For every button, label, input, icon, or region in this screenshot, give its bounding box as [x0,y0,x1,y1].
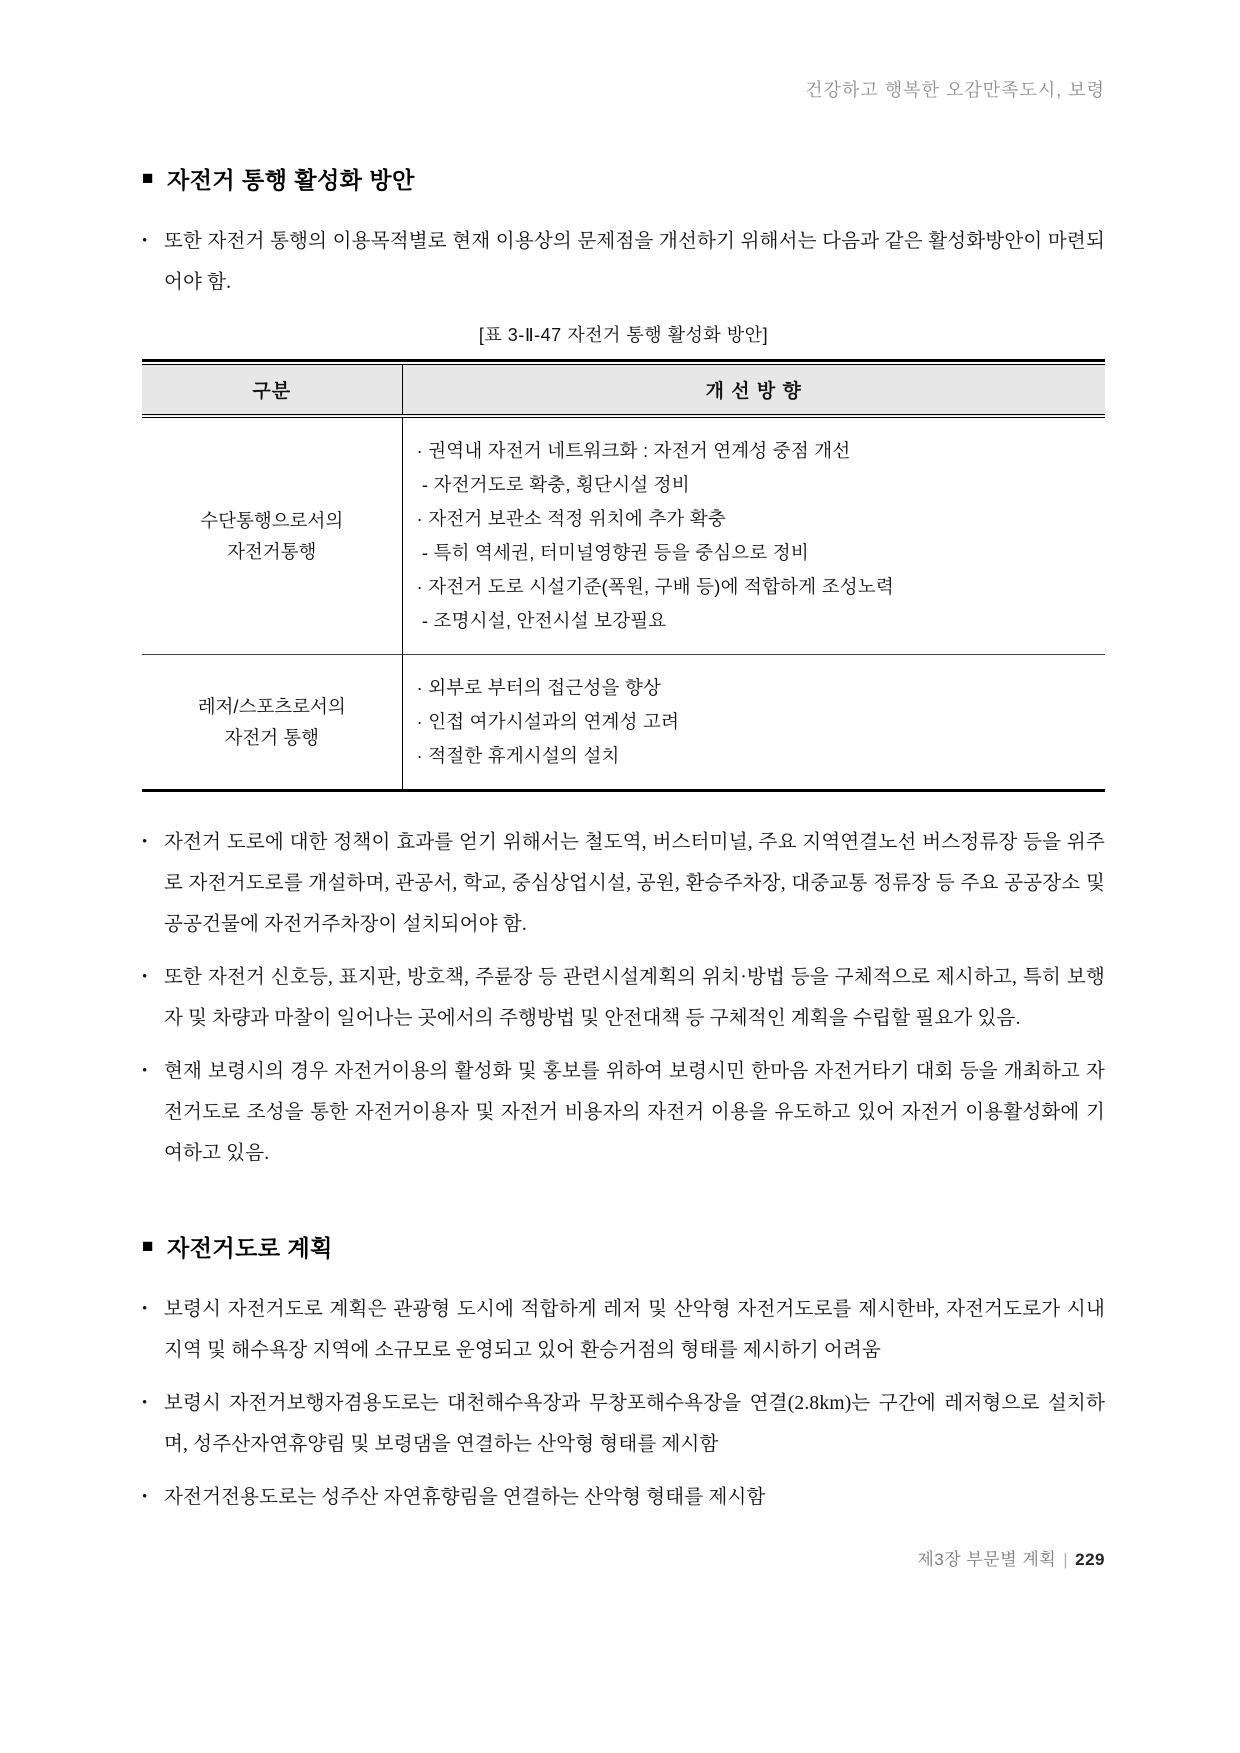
section-title: 자전거 통행 활성화 방안 [166,167,415,193]
bullet-dot-icon: • [142,1395,148,1411]
table-row [142,416,1105,655]
bullet-dot-icon: • [142,1301,148,1317]
section-title: 자전거도로 계획 [166,1235,333,1261]
table-header-row [142,365,1105,417]
page-header-slogan: 건강하고 행복한 오감만족도시, 보령 [805,80,1105,100]
footer-page-number: 229 [1075,1550,1105,1569]
row-category [142,655,402,791]
table-caption: [표 3-Ⅱ-47 자전거 통행 활성화 방안] [478,325,769,345]
improvement-line: - 조명시설, 안전시설 보강필요 [416,610,667,631]
section-heading-bike-road-plan [142,1230,1105,1263]
bullet-dot-icon: • [142,1063,148,1079]
body-bullet-text: 자전거 도로에 대한 정책이 효과를 얻기 위해서는 철도역, 버스터미널, 주요 지역연결노선 버스정류장 등을 위주로 자전거도로를 개설하며, 관공서, 학교, 중심상업시설, 공원, 환승주차장, 대중교통 정류장 등 주요 공공장소 및 공공건물에 자전거주차장이 설치되어야 함. [164,832,1105,935]
section-heading-bike-activation [142,162,1105,195]
column-header-category: 구분 [142,365,402,417]
improvement-line: · 인접 여가시설과의 연계성 고려 [416,711,680,732]
category-line: 수단통행으로서의 [200,510,344,531]
row-improvements [402,416,1105,655]
intro-bullet [142,221,1105,303]
bike-activation-table [142,364,1105,792]
bullet-dot-icon: • [142,969,148,985]
body-bullet-text: 또한 자전거 신호등, 표지판, 방호책, 주륜장 등 관련시설계획의 위치·방법 등을 구체적으로 제시하고, 특히 보행자 및 차량과 마찰이 일어나는 곳에서의 주행방법 및 안전대책 등 구체적인 계획을 수립할 필요가 있음. [164,967,1105,1029]
body-bullet [142,1051,1105,1174]
section-bike-road-plan [142,1230,1105,1518]
page-footer [917,1545,1105,1570]
column-header-improvement: 개 선 방 향 [402,365,1105,417]
body-bullet-text: 현재 보령시의 경우 자전거이용의 활성화 및 홍보를 위하여 보령시민 한마음 자전거타기 대회 등을 개최하고 자전거도로 조성을 통한 자전거이용자 및 자전거 비용자의 자전거 이용을 유도하고 있어 자전거 이용활성화에 기여하고 있음. [164,1061,1105,1164]
footer-chapter-label: 제3장 부문별 계획 [917,1550,1057,1569]
improvement-line: · 적절한 휴게시설의 설치 [416,745,620,766]
category-line: 레저/스포츠로서의 [197,696,346,717]
body-bullet-text: 자전거전용도로는 성주산 자연휴향림을 연결하는 산악형 형태를 제시함 [164,1487,766,1508]
row-category [142,416,402,655]
category-line: 자전거 통행 [224,727,319,748]
improvement-line: · 자전거 보관소 적정 위치에 추가 확충 [416,508,726,529]
body-bullet-text: 보령시 자전거도로 계획은 관광형 도시에 적합하게 레저 및 산악형 자전거도로를 제시한바, 자전거도로가 시내지역 및 해수욕장 지역에 소규모로 운영되고 있어 환승거점의 형태를 제시하기 어려움 [164,1299,1105,1361]
improvement-line: - 특히 역세권, 터미널영향권 등을 중심으로 정비 [416,542,809,563]
body-bullet [142,1383,1105,1465]
table-wrapper [142,359,1105,792]
body-bullet [142,1289,1105,1371]
improvement-line: · 권역내 자전거 네트워크화 : 자전거 연계성 중점 개선 [416,440,851,461]
bullet-dot-icon: • [142,233,148,249]
improvement-line: · 외부로 부터의 접근성을 향상 [416,677,662,698]
category-line: 자전거통행 [227,541,317,562]
bullet-dot-icon: • [142,1489,148,1505]
body-bullet [142,1477,1105,1518]
bullet-dot-icon: • [142,834,148,850]
body-bullet-text: 보령시 자전거보행자겸용도로는 대천해수욕장과 무창포해수욕장을 연결(2.8km)는 구간에 레저형으로 설치하며, 성주산자연휴양림 및 보령댐을 연결하는 산악형 형태를 제시함 [164,1393,1105,1455]
row-improvements [402,655,1105,791]
square-bullet-icon: ■ [142,168,154,189]
footer-separator: | [1063,1550,1069,1569]
improvement-line: · 자전거 도로 시설기준(폭원, 구배 등)에 적합하게 조성노력 [416,576,894,597]
square-bullet-icon: ■ [142,1236,154,1257]
intro-bullet-text: 또한 자전거 통행의 이용목적별로 현재 이용상의 문제점을 개선하기 위해서는 다음과 같은 활성화방안이 마련되어야 함. [164,231,1105,293]
body-bullet [142,822,1105,945]
body-bullet [142,957,1105,1039]
improvement-line: - 자전거도로 확충, 횡단시설 정비 [416,474,690,495]
table-row [142,655,1105,791]
